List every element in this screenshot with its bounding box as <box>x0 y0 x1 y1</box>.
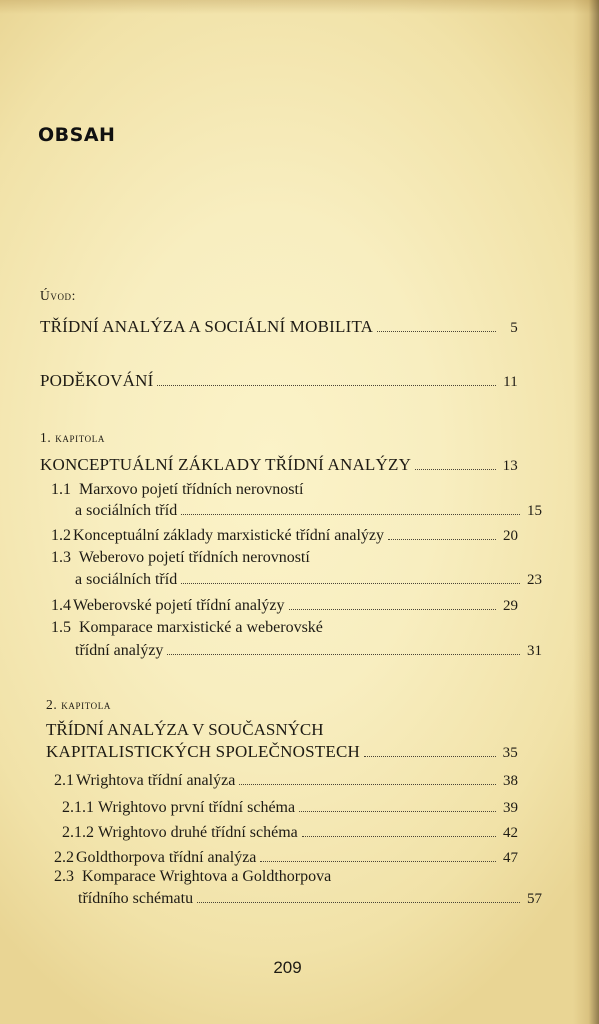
section-number: 2.1 <box>54 772 74 789</box>
toc-entry-title: Wrightovo druhé třídní schéma <box>98 824 298 841</box>
toc-entry-1-1 <box>51 496 542 520</box>
toc-entry-title-cont: třídní analýzy <box>75 642 164 659</box>
toc-entry-page: 47 <box>503 850 518 866</box>
toc-entry-page: 20 <box>503 528 518 544</box>
toc-entry-2-3 <box>54 884 542 908</box>
toc-entry-title: Komparace marxistické a weberovské <box>79 619 323 636</box>
dot-leader <box>239 784 496 785</box>
section-number: 1.3 <box>51 549 71 566</box>
intro-label: Úvod: <box>40 288 76 303</box>
section-number: 1.4 <box>51 597 71 614</box>
toc-entry-page: 29 <box>503 598 518 614</box>
toc-entry-page: 13 <box>502 458 518 474</box>
dot-leader <box>299 811 496 812</box>
toc-entry-1-5 <box>51 636 542 660</box>
chapter-1-label: 1. kapitola <box>40 430 105 445</box>
toc-entry-page: 5 <box>510 320 518 336</box>
toc-entry-1-2 <box>51 521 518 545</box>
section-number: 1.2 <box>51 527 71 544</box>
dot-leader <box>260 861 496 862</box>
section-number: 2.1.2 <box>62 824 94 841</box>
toc-entry-page: 35 <box>502 745 518 761</box>
toc-entry-page: 31 <box>527 643 542 659</box>
dot-leader <box>197 902 520 903</box>
toc-entry-title: Wrightova třídní analýza <box>76 772 236 789</box>
dot-leader <box>377 331 496 332</box>
page-edge-shadow <box>573 0 599 1024</box>
toc-entry-1-3 <box>51 565 542 589</box>
section-number: 2.3 <box>54 868 74 885</box>
chapter-2-title-line1: TŘÍDNÍ ANALÝZA V SOUČASNÝCH <box>46 720 324 739</box>
dot-leader <box>415 469 496 470</box>
toc-entry-2-2 <box>54 843 518 867</box>
toc-entry-chapter-1 <box>40 451 518 475</box>
page-top-shadow <box>0 0 599 14</box>
toc-entry-title: Marxovo pojetí třídních nerovností <box>79 481 304 498</box>
section-number: 1.1 <box>51 481 71 498</box>
toc-entry-title: Weberovské pojetí třídní analýzy <box>73 597 285 614</box>
section-number: 2.2 <box>54 849 74 866</box>
dot-leader <box>388 539 496 540</box>
dot-leader <box>302 836 496 837</box>
toc-entry-page: 15 <box>527 503 542 519</box>
dot-leader <box>289 609 496 610</box>
toc-entry-intro <box>40 313 518 337</box>
toc-entry-acknowledgements <box>40 367 518 391</box>
toc-entry-title: PODĚKOVÁNÍ <box>40 371 154 390</box>
dot-leader <box>364 756 496 757</box>
toc-entry-page: 42 <box>503 825 518 841</box>
toc-entry-title: Konceptuální základy marxistické třídní analýzy <box>73 527 384 544</box>
chapter-2-label: 2. kapitola <box>46 697 111 712</box>
toc-entry-title: Komparace Wrightova a Goldthorpova <box>82 868 332 885</box>
toc-entry-title: TŘÍDNÍ ANALÝZA A SOCIÁLNÍ MOBILITA <box>40 317 374 336</box>
toc-entry-1-5-line1 <box>51 619 323 637</box>
section-number: 1.5 <box>51 619 71 636</box>
toc-entry-title: Wrightovo první třídní schéma <box>98 799 296 816</box>
toc-entry-page: 11 <box>503 374 518 390</box>
toc-entry-2-1-1 <box>62 793 518 817</box>
toc-entry-page: 23 <box>527 572 542 588</box>
toc-entry-title-cont: třídního schématu <box>78 890 194 907</box>
toc-entry-title: KONCEPTUÁLNÍ ZÁKLADY TŘÍDNÍ ANALÝZY <box>40 455 412 474</box>
dot-leader <box>181 583 520 584</box>
dot-leader <box>157 385 496 386</box>
toc-heading: OBSAH <box>38 124 116 146</box>
toc-entry-1-4 <box>51 591 518 615</box>
toc-entry-2-1 <box>54 766 518 790</box>
toc-entry-page: 57 <box>527 891 542 907</box>
section-number: 2.1.1 <box>62 799 94 816</box>
toc-entry-2-1-2 <box>62 818 518 842</box>
toc-entry-title: KAPITALISTICKÝCH SPOLEČNOSTECH <box>46 742 360 761</box>
dot-leader <box>181 514 520 515</box>
toc-entry-page: 39 <box>503 800 518 816</box>
toc-entry-title-cont: a sociálních tříd <box>75 502 178 519</box>
toc-entry-title: Goldthorpova třídní analýza <box>76 849 257 866</box>
dot-leader <box>167 654 520 655</box>
toc-entry-chapter-2 <box>46 738 518 762</box>
toc-entry-page: 38 <box>503 773 518 789</box>
page-number: 209 <box>273 958 302 977</box>
toc-entry-title: Weberovo pojetí třídních nerovností <box>78 549 310 566</box>
toc-entry-title-cont: a sociálních tříd <box>75 571 178 588</box>
